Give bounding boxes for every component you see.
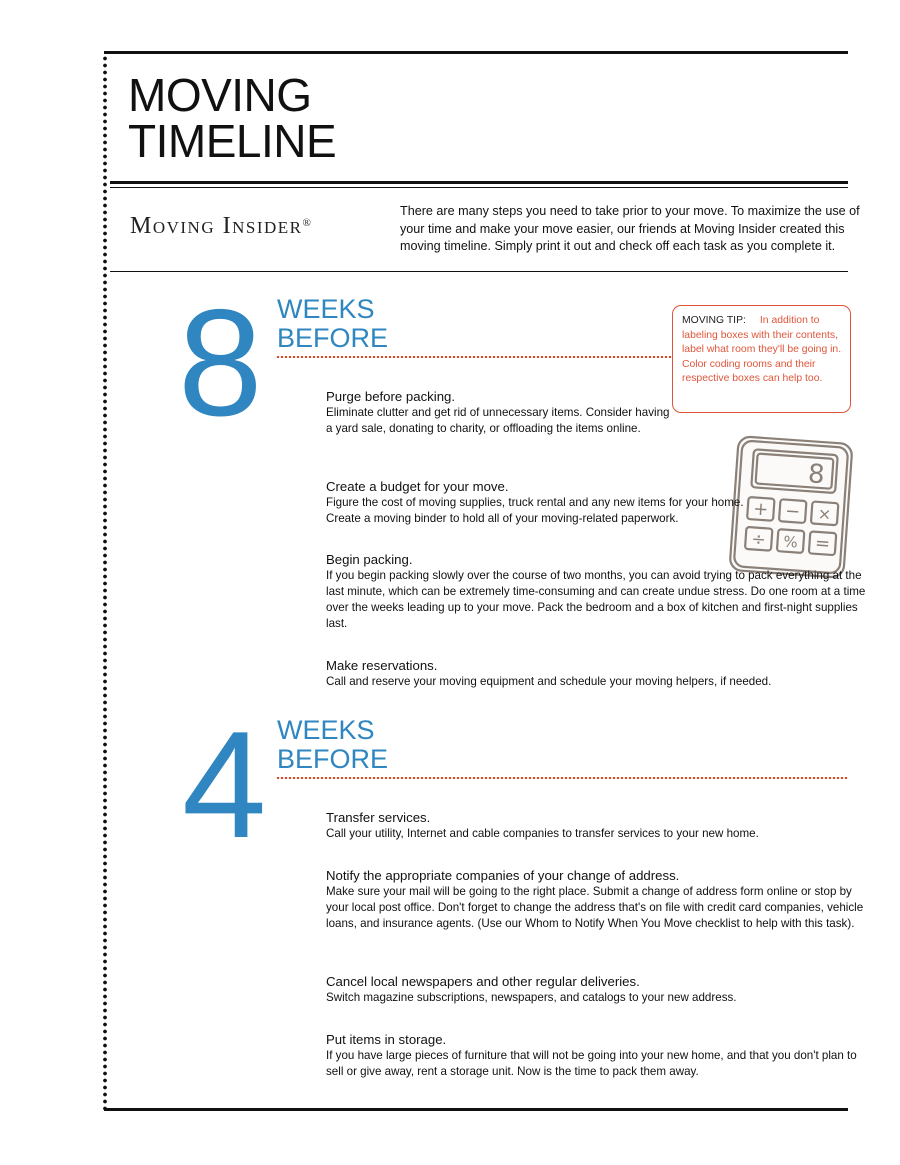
- page-title: [128, 69, 448, 167]
- logo-text: Moving Insider: [130, 213, 303, 239]
- task-title: Put items in storage.: [326, 1032, 447, 1047]
- section-number: 8: [178, 278, 263, 448]
- title-rule-thin: [110, 187, 848, 188]
- task-item: [326, 809, 866, 842]
- calc-key-plus: +: [752, 498, 770, 521]
- task-body: Eliminate clutter and get rid of unnecessary items. Consider having a yard sale, donating to charity, or offloading the items online.: [326, 406, 670, 435]
- top-rule: [104, 51, 848, 54]
- task-title: Make reservations.: [326, 658, 438, 673]
- task-title: Create a budget for your move.: [326, 479, 509, 494]
- title-rule-thick: [110, 181, 848, 184]
- task-body: Figure the cost of moving supplies, truck rental and any new items for your home. Create a moving binder to hold all of your moving-related paperwork.: [326, 496, 744, 525]
- section-heading-weeks: WEEKS: [277, 715, 375, 745]
- moving-tip-text: In addition to labeling boxes with their contents, label what room they'll be going in. Color coding rooms and their respective boxes can help too.: [682, 315, 842, 384]
- task-title: Begin packing.: [326, 552, 413, 567]
- task-body: If you have large pieces of furniture that will not be going into your new home, and that you don't plan to sell or give away, rent a storage unit. Now is the time to pack them away.: [326, 1049, 857, 1078]
- task-body: If you begin packing slowly over the course of two months, you can avoid trying to pack everything at the last minute, which can be extremely time-consuming and can create undue stress. Do one room at a time over the weeks leading up to your move. Pack the bedroom and a box of kitchen and first-night supplies last.: [326, 569, 866, 630]
- intro-paragraph: There are many steps you need to take prior to your move. To maximize the use of your time and make your move easier, our friends at Moving Insider created this moving timeline. Simply print it out and check off each task as you complete it.: [400, 204, 860, 253]
- calc-key-equals: =: [814, 532, 831, 555]
- task-item: [326, 973, 866, 1006]
- calc-key-percent: %: [782, 532, 799, 552]
- section-divider: [276, 777, 848, 779]
- moving-tip-box: [672, 305, 851, 413]
- task-title: Notify the appropriate companies of your change of address.: [326, 868, 680, 883]
- task-body: Call and reserve your moving equipment and schedule your moving helpers, if needed.: [326, 675, 772, 688]
- task-title: Cancel local newspapers and other regular deliveries.: [326, 974, 640, 989]
- dotted-spine: [102, 55, 108, 1113]
- section-heading: [277, 295, 388, 353]
- task-item: [326, 478, 744, 527]
- task-body: Make sure your mail will be going to the right place. Submit a change of address form online or stop by your local post office. Don't forget to change the address that's on file with credit card companies, vehicle loans, and insurance agents. (Use our Whom to Notify When You Move checklist to help with this task).: [326, 885, 864, 930]
- section-heading-weeks: WEEKS: [277, 294, 375, 324]
- calc-key-divide: ÷: [750, 529, 767, 551]
- task-body: Call your utility, Internet and cable companies to transfer services to your new home.: [326, 827, 759, 840]
- section-heading: [277, 716, 388, 774]
- task-title: Purge before packing.: [326, 389, 456, 404]
- calc-key-minus: −: [784, 500, 801, 523]
- section-number: 4: [182, 700, 267, 870]
- task-item: [326, 657, 866, 690]
- task-title: Transfer services.: [326, 810, 431, 825]
- section-heading-before: BEFORE: [277, 744, 389, 774]
- calculator-display: 8: [807, 459, 826, 491]
- calc-key-times: ×: [817, 503, 832, 524]
- task-item: [326, 867, 866, 932]
- task-body: Switch magazine subscriptions, newspapers, and catalogs to your new address.: [326, 991, 737, 1004]
- task-item: [326, 388, 676, 437]
- registered-mark: ®: [302, 217, 311, 229]
- section-heading-before: BEFORE: [277, 323, 389, 353]
- moving-insider-logo: [130, 213, 311, 240]
- section-divider: [276, 356, 672, 358]
- title-line-1: MOVING: [128, 69, 312, 121]
- moving-tip-label: MOVING TIP:: [682, 315, 746, 326]
- title-line-2: TIMELINE: [128, 115, 337, 167]
- intro-rule: [110, 271, 848, 272]
- task-item: [326, 1031, 866, 1080]
- bottom-rule: [104, 1108, 848, 1111]
- task-item: [326, 551, 866, 632]
